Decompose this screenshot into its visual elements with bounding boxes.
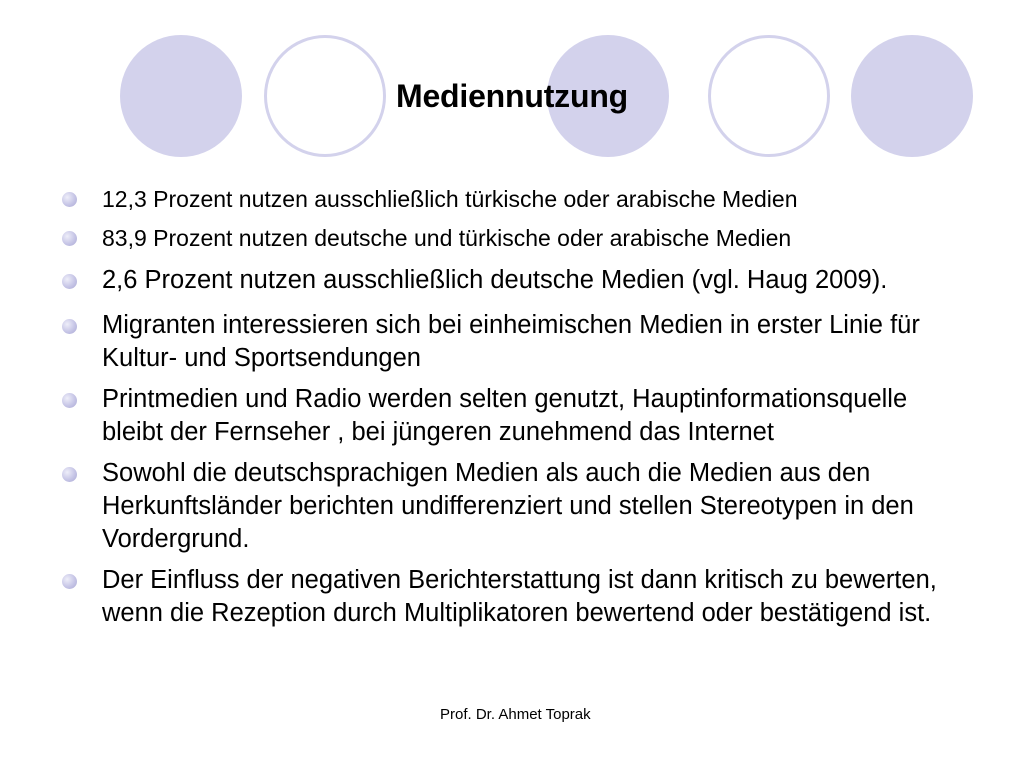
bullet-list (62, 186, 972, 638)
bullet-item (62, 186, 972, 213)
bullet-item (62, 383, 972, 449)
bullet-icon (62, 574, 77, 589)
bullet-text: Der Einfluss der negativen Berichterstattung ist dann kritisch zu bewerten, wenn die Rezeption durch Multiplikatoren bewertend oder bestätigend ist. (102, 566, 937, 627)
bullet-item (62, 564, 972, 630)
bullet-icon (62, 192, 77, 207)
bullet-icon (62, 467, 77, 482)
bullet-icon (62, 274, 77, 289)
bullet-icon (62, 393, 77, 408)
bullet-item (62, 309, 972, 375)
bullet-item (62, 264, 972, 297)
bullet-text: 12,3 Prozent nutzen ausschließlich türkische oder arabische Medien (102, 186, 798, 212)
bullet-text: Migranten interessieren sich bei einheimischen Medien in erster Linie für Kultur- und Sportsendungen (102, 311, 920, 372)
bullet-item (62, 225, 972, 252)
bullet-text: Printmedien und Radio werden selten genutzt, Hauptinformationsquelle bleibt der Fernseher , bei jüngeren zunehmend das Internet (102, 385, 908, 446)
slide-title: Mediennutzung (395, 78, 629, 114)
bullet-text: 83,9 Prozent nutzen deutsche und türkische oder arabische Medien (102, 225, 792, 251)
bullet-icon (62, 231, 77, 246)
bullet-text: 2,6 Prozent nutzen ausschließlich deutsche Medien (vgl. Haug 2009). (102, 266, 888, 294)
footer-author: Prof. Dr. Ahmet Toprak (440, 706, 591, 723)
bullet-icon (62, 319, 77, 334)
bullet-item (62, 457, 972, 556)
bullet-text: Sowohl die deutschsprachigen Medien als auch die Medien aus den Herkunftsländer berichten undifferenziert und stellen Stereotypen in den Vordergrund. (102, 459, 914, 553)
